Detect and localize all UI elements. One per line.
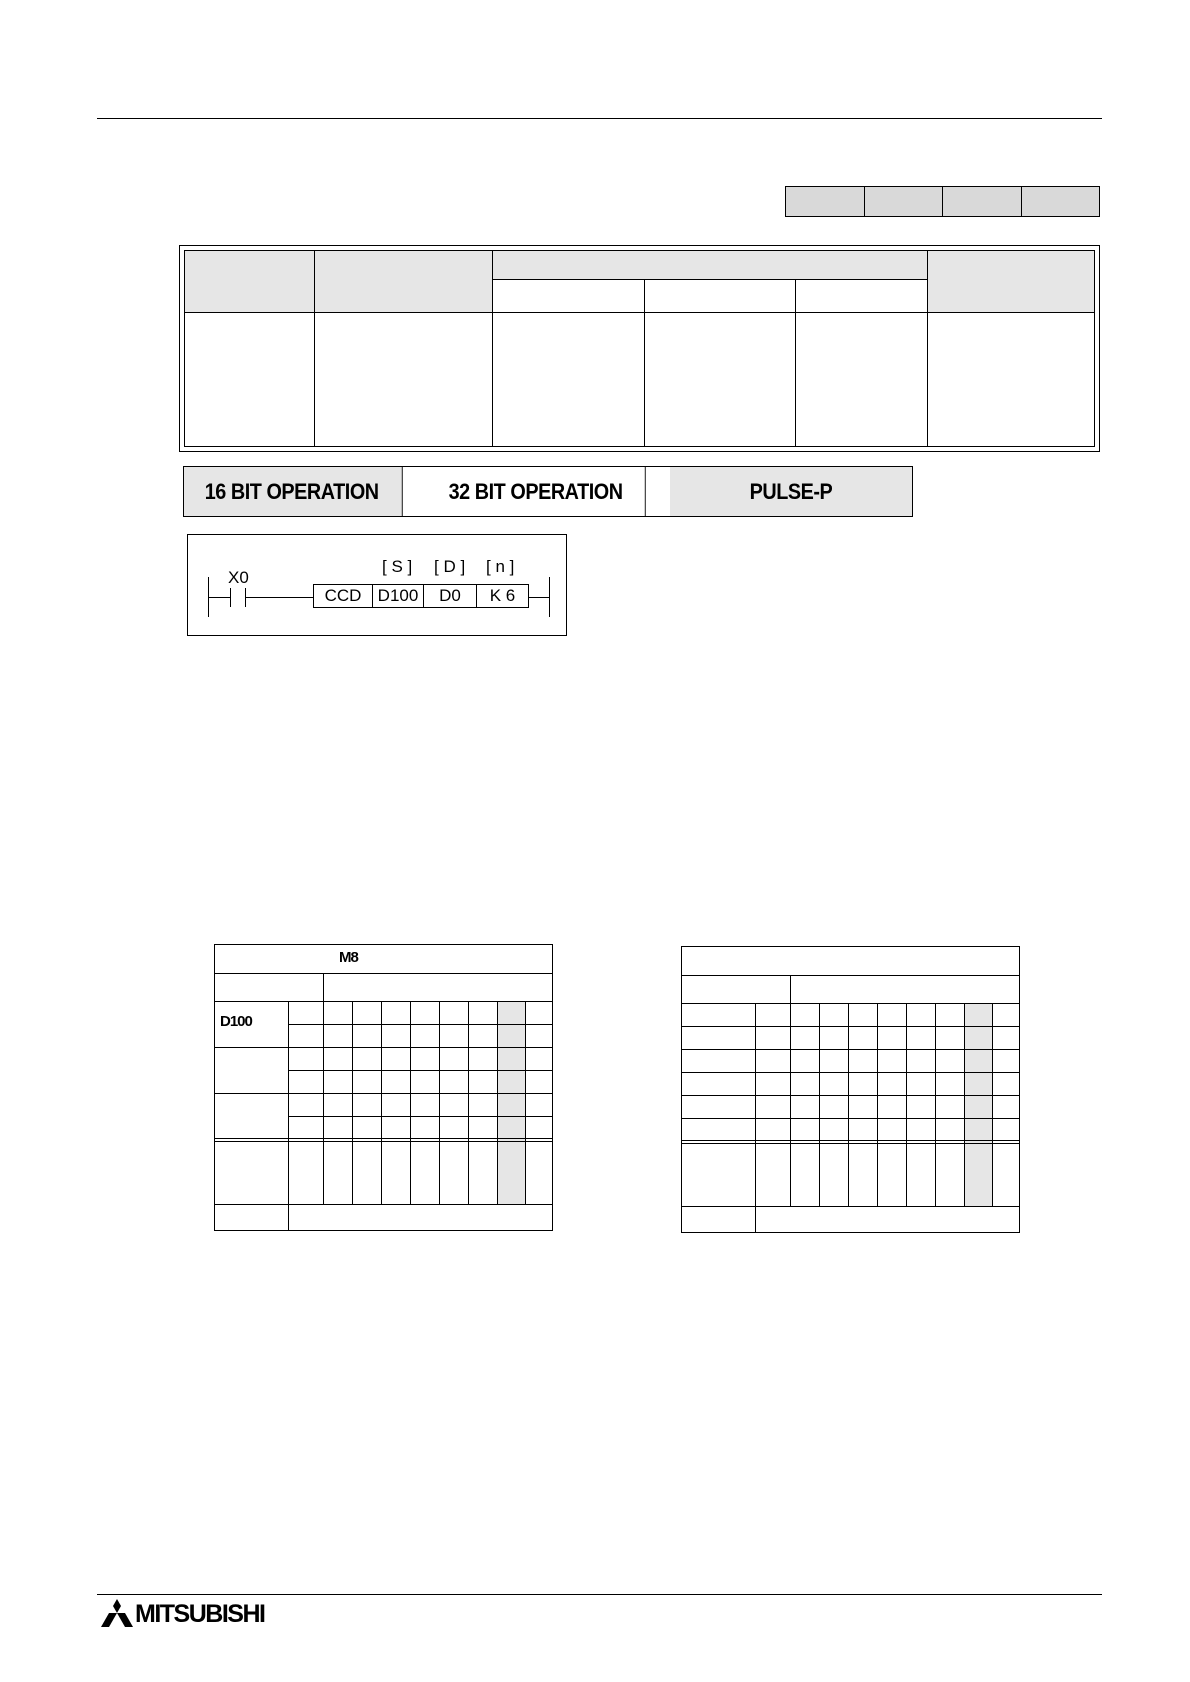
applicability-box [786,187,865,216]
mitsubishi-wordmark: MITSUBISHI [135,1600,265,1628]
op-32bit-cell [427,467,646,516]
header-rule [97,118,1102,119]
op-pulse-label: PULSE-P [749,478,833,504]
applicability-box [865,187,944,216]
contact-label: X0 [228,568,249,587]
operand-header-function [315,251,492,312]
left-table-row-label: D100 [220,1013,252,1030]
instruction-count: K 6 [476,584,529,608]
right-data-table [681,946,1020,1233]
applicability-box [943,187,1022,216]
right-power-rail [549,577,550,617]
op-32bit-label: 32 BIT OPERATION [448,478,623,504]
left-data-table [214,944,553,1231]
op-16bit-label: 16 BIT OPERATION [204,478,379,504]
op-16bit-cell [184,467,403,516]
left-table-shaded-column [497,1002,525,1204]
three-diamonds-icon [99,1598,135,1628]
operand-table [184,250,1095,447]
footer-rule [97,1594,1102,1595]
operation-bar [183,466,913,517]
operand-header-operands [493,251,927,279]
operand-label-d: [ D ] [434,557,466,576]
instruction-source: D100 [372,584,424,608]
operand-label-s: [ S ] [382,557,413,576]
right-table-shaded-column [964,1004,992,1206]
instruction-destination: D0 [423,584,477,608]
mitsubishi-logo [99,1598,289,1630]
op-pulse-cell [670,467,912,516]
operand-header-steps [928,251,1094,312]
operand-label-n: [ n ] [486,557,515,576]
contact-bar-left [230,588,231,607]
left-table-title: M8 [339,949,358,966]
applicability-boxes [785,186,1100,217]
applicability-box [1022,187,1100,216]
instruction-mnemonic: CCD [313,584,373,608]
operand-header-mnemonic [185,251,314,312]
